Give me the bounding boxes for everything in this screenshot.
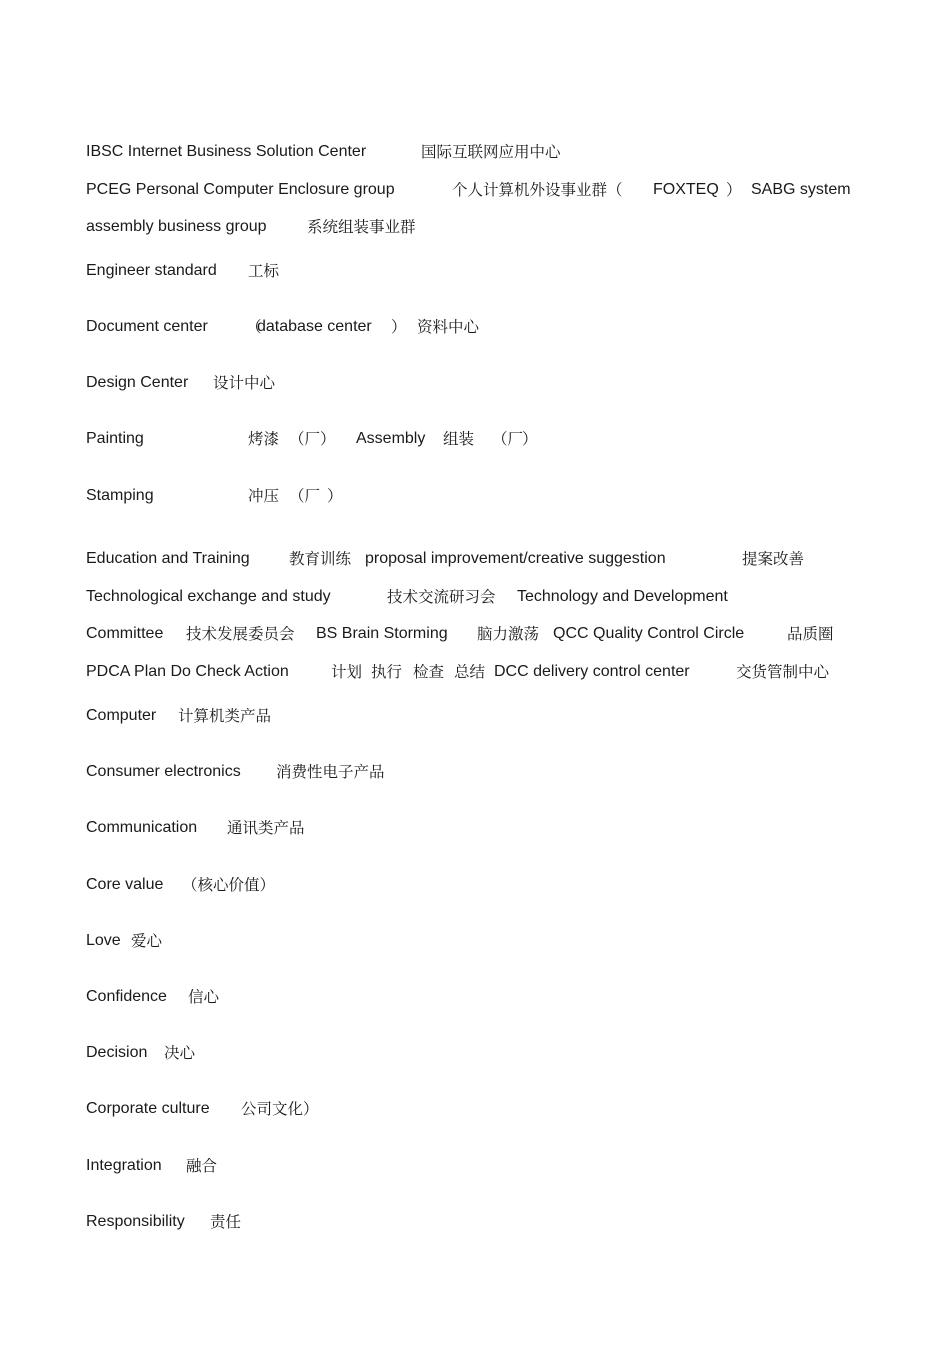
bracket: ） [327, 487, 343, 505]
term-cn: 个人计算机外设事业群（ [452, 181, 623, 199]
term-en: Committee [86, 625, 164, 642]
term-cn: 教育训练 [289, 550, 352, 568]
term-cn: 品质圈 [787, 625, 834, 643]
term-cn: 系统组装事业群 [307, 218, 416, 236]
term-en: Consumer electronics [86, 763, 241, 780]
term-cn: 组装 [443, 430, 475, 448]
term-en: Design Center [86, 374, 189, 391]
term-en: Integration [86, 1157, 162, 1174]
term-en: PCEG Personal Computer Enclosure group [86, 181, 395, 198]
term-cn: 提案改善 [742, 550, 805, 568]
term-en: Education and Training [86, 550, 250, 567]
term-cn: 执行 [371, 663, 403, 681]
term-en: Love [86, 932, 121, 949]
term-cn: 爱心 [131, 932, 163, 950]
term-cn: 资料中心 [417, 318, 480, 336]
term-en: Corporate culture [86, 1100, 210, 1117]
term-en: proposal improvement/creative suggestion [365, 550, 666, 567]
bracket: ） [391, 318, 407, 336]
term-en: QCC Quality Control Circle [553, 625, 745, 642]
term-en: Assembly [356, 430, 426, 447]
bracket: ） [522, 430, 538, 448]
term-en: Decision [86, 1044, 148, 1061]
term-cn: 总结 [454, 663, 486, 681]
term-en: Confidence [86, 988, 167, 1005]
term-en: PDCA Plan Do Check Action [86, 663, 289, 680]
term-en: Technology and Development [517, 588, 728, 605]
term-cn: 信心 [188, 988, 220, 1006]
term-en: FOXTEQ [653, 181, 719, 198]
term-en: Responsibility [86, 1213, 185, 1230]
term-cn: 交货管制中心 [736, 663, 830, 681]
term-en: Computer [86, 707, 157, 724]
term-cn: 冲压 [248, 487, 280, 505]
term-cn: （厂 [492, 430, 524, 448]
term-cn: （核心价值） [182, 876, 276, 894]
term-en: DCC delivery control center [494, 663, 690, 680]
term-en: SABG system [751, 181, 851, 198]
term-cn: 融合 [186, 1157, 218, 1175]
bracket: （ [246, 318, 262, 336]
term-en: Stamping [86, 487, 154, 504]
term-cn: 烤漆 [248, 430, 280, 448]
term-cn: 责任 [210, 1213, 242, 1231]
term-cn: 通讯类产品 [227, 819, 305, 837]
term-cn: 计算机类产品 [178, 707, 272, 725]
term-cn: 计划 [331, 663, 363, 681]
term-en: assembly business group [86, 218, 267, 235]
term-cn: 国际互联网应用中心 [421, 143, 561, 161]
term-cn: 技术发展委员会 [186, 625, 295, 643]
term-en: Technological exchange and study [86, 588, 331, 605]
term-cn: （厂 [289, 487, 321, 505]
term-en: Engineer standard [86, 262, 217, 279]
term-cn: 脑力激荡 [477, 625, 540, 643]
term-cn: （厂） [289, 430, 336, 448]
term-cn: 技术交流研习会 [387, 588, 496, 606]
term-cn: 检查 [413, 663, 445, 681]
term-cn: 决心 [164, 1044, 196, 1062]
term-cn: 工标 [248, 262, 280, 280]
term-en: Document center [86, 318, 208, 335]
term-en: IBSC Internet Business Solution Center [86, 143, 367, 160]
term-cn: 消费性电子产品 [276, 763, 385, 781]
term-en: BS Brain Storming [316, 625, 448, 642]
term-en: Communication [86, 819, 198, 836]
bracket: ） [726, 181, 742, 199]
term-en: Core value [86, 876, 164, 893]
term-cn: 公司文化） [241, 1100, 319, 1118]
term-cn: 设计中心 [213, 374, 276, 392]
term-en: Painting [86, 430, 144, 447]
term-en: database center [257, 318, 372, 335]
